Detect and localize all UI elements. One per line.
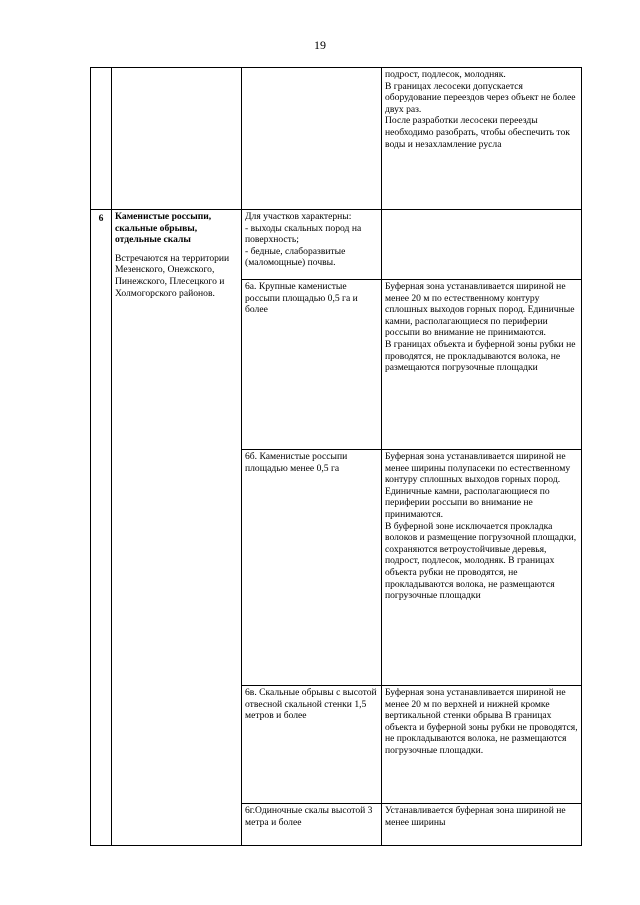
cell-subtype: 6в. Скальные обрывы с высотой отвесной скальной стенки 1,5 метров и более	[242, 686, 382, 804]
requirement-text: В границах объекта и буферной зоны рубки не проводятся, не прокладываются волока, не размещаются погрузочные площадки	[385, 338, 576, 374]
intro-item: - бедные, слаборазвитые (маломощные) почвы.	[245, 245, 346, 269]
cell-object	[112, 68, 242, 210]
cell-requirements	[382, 686, 582, 804]
object-note: Встречаются на территории Мезенского, Онежского, Пинежского, Плесецкого и Холмогорского районов.	[115, 252, 230, 299]
requirement-text: В границах лесосеки допускается оборудование переездов через объект не более двух раз.	[385, 80, 576, 115]
cell-number	[91, 68, 112, 210]
requirements-table	[90, 67, 582, 846]
intro-item: - выходы скальных пород на поверхность;	[245, 222, 362, 246]
requirement-text: После разработки лесосеки переезды необходимо разобрать, чтобы обеспечить ток воды и незахламление русла	[385, 115, 570, 150]
requirement-text: подрост, подлесок, молодняк.	[385, 69, 506, 80]
cell-intro	[242, 210, 382, 280]
cell-subtype: 6г.Одиночные скалы высотой 3 метра и более	[242, 804, 382, 846]
intro-lead: Для участков характерны:	[245, 211, 352, 222]
cell-subtype	[242, 68, 382, 210]
cell-subtype: 6б. Каменистые россыпи площадью менее 0,5 га	[242, 450, 382, 686]
requirement-text: Буферная зона устанавливается шириной не менее 20 м по естественному контуру сплошных выходов горных пород. Единичные камни, располагающиеся по периферии россыпи во внимание не принимаются.	[385, 281, 575, 339]
object-title: Каменистые россыпи, скальные обрывы, отдельные скалы	[115, 211, 212, 246]
table-row-continued	[91, 68, 582, 210]
cell-object	[112, 210, 242, 846]
requirement-text: Устанавливается буферная зона шириной не менее ширины	[385, 805, 566, 828]
requirement-text: Буферная зона устанавливается шириной не менее ширины полупасеки по естественному контуру сплошных выходов горных пород. Единичные камни, располагающиеся по периферии россыпи во внимание не принимаются.	[385, 451, 571, 520]
row-number: 6	[91, 210, 112, 846]
cell-requirements	[382, 804, 582, 846]
page-number: 19	[314, 38, 326, 52]
cell-requirements	[382, 68, 582, 210]
cell-requirements	[382, 210, 582, 280]
cell-subtype: 6а. Крупные каменистые россыпи площадью 0,5 га и более	[242, 280, 382, 450]
cell-requirements	[382, 450, 582, 686]
cell-requirements	[382, 280, 582, 450]
requirement-text: Буферная зона устанавливается шириной не менее 20 м по верхней и нижней кромке вертикальной стенки обрыва В границах объекта и буферной зоны рубки не проводятся, не прокладываются волока, не размещаются погрузочные площадки.	[385, 687, 578, 756]
table-row-6	[91, 210, 582, 280]
requirement-text: В буферной зоне исключается прокладка волоков и размещение погрузочной площадки, сохраняются ветроустойчивые деревья, подрост, подлесок, молодняк. В границах объекта рубки не проводятся, не прокладываются волока, не размещаются погрузочные площадки	[385, 520, 577, 602]
